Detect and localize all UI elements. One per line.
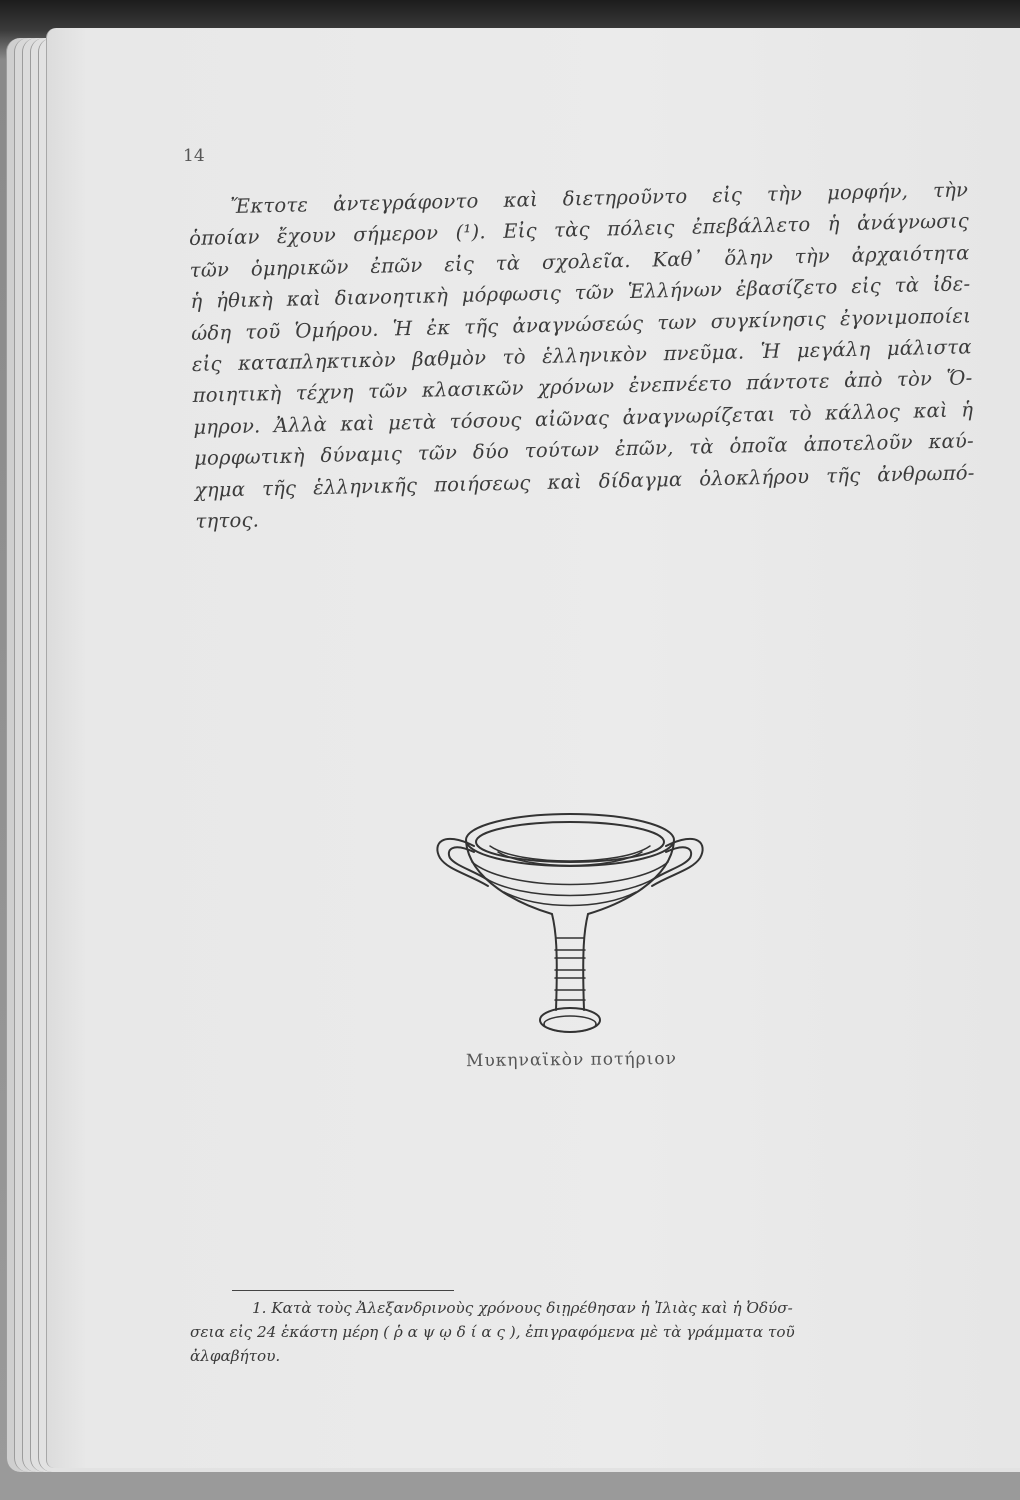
- page-number: 14: [183, 146, 205, 166]
- body-line: ἡ ἠθικὴ καὶ διανοητικὴ μόρφωσις τῶν Ἑλλήνων ἐβασίζετο εἰς τὰ ἰδε-: [190, 272, 971, 314]
- body-line: ὁποίαν ἔχουν σήμερον (¹). Εἰς τὰς πόλεις ἐπεβάλλετο ἡ ἀνάγνωσις: [188, 209, 970, 251]
- body-line: ώδη τοῦ Ὁμήρου. Ἡ ἐκ τῆς ἀναγνώσεώς των συγκίνησις ἐγονιμοποίει: [190, 303, 972, 345]
- footnote: [190, 1296, 990, 1368]
- body-line: χημα τῆς ἑλληνικῆς ποιήσεως καὶ δίδαγμα ὁλοκλήρου τῆς ἀνθρωπό-: [194, 460, 975, 502]
- footnote-rule: [232, 1290, 454, 1291]
- body-line: μορφωτικὴ δύναμις τῶν δύο τούτων ἐπῶν, τὰ ὁποῖα ἀποτελοῦν καύ-: [193, 429, 975, 471]
- footnote-line: ἀλφαβήτου.: [190, 1347, 281, 1365]
- footnote-line: 1. Κατὰ τοὺς Ἀλεξανδρινοὺς χρόνους διῃρέθησαν ἡ Ἰλιὰς καὶ ἡ Ὀδύσ-: [252, 1299, 793, 1317]
- footnote-line: σεια εἰς 24 ἑκάστη μέρη ( ῥ α ψ ῳ δ ί α ς ), ἐπιγραφόμενα μὲ τὰ γράμματα τοῦ: [190, 1323, 795, 1341]
- body-line: τῶν ὁμηρικῶν ἐπῶν εἰς τὰ σχολεῖα. Καθ᾽ ὅλην τὴν ἀρχαιότητα: [189, 241, 970, 282]
- body-line: εἰς καταπληκτικὸν βαθμὸν τὸ ἑλληνικὸν πνεῦμα. Ἡ μεγάλη μάλιστα: [191, 335, 972, 376]
- body-line: Ἔκτοτε ἀντεγράφοντο καὶ διετηροῦντο εἰς τὴν μορφήν, τὴν: [230, 178, 969, 219]
- body-line: μηρον. Ἀλλὰ καὶ μετὰ τόσους αἰῶνας ἀναγνωρίζεται τὸ κάλλος καὶ ἡ: [193, 398, 974, 439]
- mycenaean-kylix-illustration: [428, 800, 712, 1060]
- figure-caption: Μυκηναϊκὸν ποτήριον: [465, 1048, 677, 1072]
- body-line: ποιητικὴ τέχνη τῶν κλασικῶν χρόνων ἐνεπνέετο πάντοτε ἀπὸ τὸν Ὅ-: [192, 366, 973, 408]
- body-line: τητος.: [195, 508, 260, 533]
- body-paragraph: [188, 174, 976, 537]
